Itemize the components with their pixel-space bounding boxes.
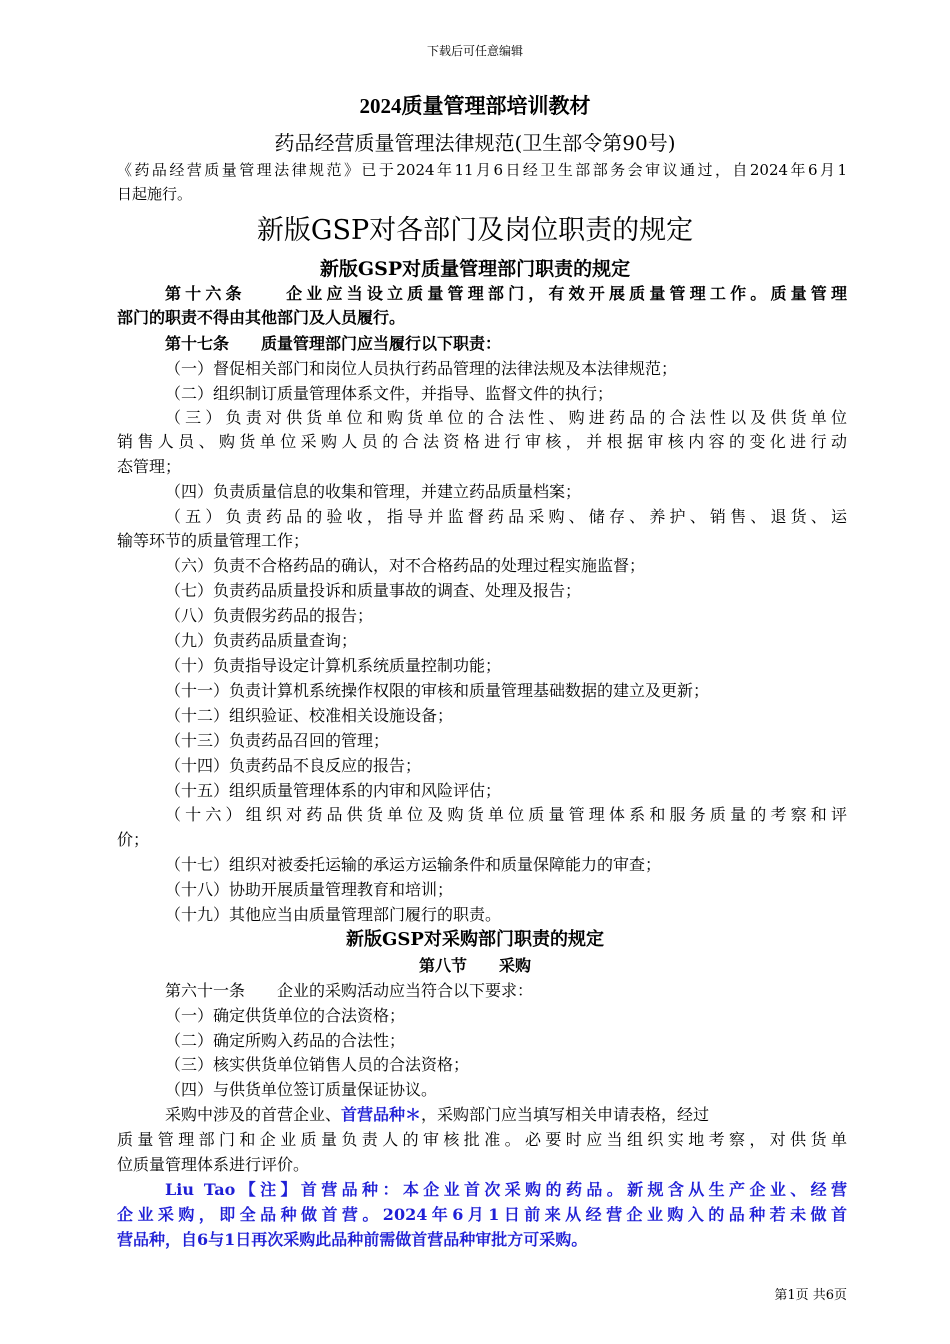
note-line-2: 企业采购，即全品种做首营。2024年6月1日前来从经营企业购入的品种若未做首 bbox=[117, 1205, 847, 1224]
first-variety-post: ，采购部门应当填写相关申请表格，经过 bbox=[421, 1105, 710, 1124]
duty-line: （五）负责药品的验收，指导并监督药品采购、储存、养护、销售、退货、运 bbox=[165, 507, 847, 526]
duty-line: （十二）组织验证、校准相关设施设备； bbox=[165, 706, 454, 725]
intro-line-2: 日起施行。 bbox=[117, 185, 193, 203]
first-variety-pre: 采购中涉及的首营企业、 bbox=[165, 1105, 342, 1124]
article-16-line-2: 部门的职责不得由其他部门及人员履行。 bbox=[117, 308, 406, 327]
article-16-line-1: 第十六条 企业应当设立质量管理部门，有效开展质量管理工作。质量管理 bbox=[165, 284, 847, 303]
first-variety-line-1 bbox=[165, 1103, 847, 1127]
duty-line: （二）组织制订质量管理体系文件，并指导、监督文件的执行； bbox=[165, 384, 614, 403]
article-61: 第六十一条 企业的采购活动应当符合以下要求： bbox=[165, 981, 534, 1000]
duty-line: （十四）负责药品不良反应的报告； bbox=[165, 756, 422, 775]
qa-heading: 新版GSP对质量管理部门职责的规定 bbox=[319, 258, 631, 280]
first-variety-line-3: 位质量管理体系进行评价。 bbox=[117, 1155, 310, 1174]
purchase-item: （四）与供货单位签订质量保证协议。 bbox=[165, 1080, 438, 1099]
duty-line: （四）负责质量信息的收集和管理，并建立药品质量档案； bbox=[165, 482, 582, 501]
duty-line: 输等环节的质量管理工作； bbox=[117, 531, 310, 550]
duty-line: 价； bbox=[117, 830, 150, 849]
subtitle: 药品经营质量管理法律规范(卫生部令第90号) bbox=[274, 131, 676, 155]
duty-line: （十七）组织对被委托运输的承运方运输条件和质量保障能力的审查； bbox=[165, 855, 662, 874]
duty-line: 态管理； bbox=[117, 457, 182, 476]
duty-line: （九）负责药品质量查询； bbox=[165, 631, 358, 650]
duty-line: （十三）负责药品召回的管理； bbox=[165, 731, 390, 750]
duty-line: （三）负责对供货单位和购货单位的合法性、购进药品的合法性以及供货单位 bbox=[165, 408, 847, 427]
document-title: 2024质量管理部培训教材 bbox=[359, 94, 591, 118]
duty-line: （十）负责指导设定计算机系统质量控制功能； bbox=[165, 656, 502, 675]
section-8-heading: 第八节 采购 bbox=[418, 956, 531, 975]
purchase-item: （三）核实供货单位销售人员的合法资格； bbox=[165, 1055, 470, 1074]
purchase-item: （二）确定所购入药品的合法性； bbox=[165, 1031, 406, 1050]
duty-line: （十六）组织对药品供货单位及购货单位质量管理体系和服务质量的考察和评 bbox=[165, 805, 847, 824]
duty-line: （十九）其他应当由质量管理部门履行的职责。 bbox=[165, 905, 502, 924]
duty-line: （六）负责不合格药品的确认，对不合格药品的处理过程实施监督； bbox=[165, 556, 646, 575]
duty-line: 销售人员、购货单位采购人员的合法资格进行审核，并根据审核内容的变化进行动 bbox=[117, 432, 847, 451]
page-footer: 第1页 共6页 bbox=[774, 1288, 847, 1303]
article-17: 第十七条 质量管理部门应当履行以下职责： bbox=[165, 334, 502, 353]
note-line-3: 营品种，自6与1日再次采购此品种前需做首营品种审批方可采购。 bbox=[117, 1230, 588, 1249]
duty-line: （七）负责药品质量投诉和质量事故的调查、处理及报告； bbox=[165, 581, 582, 600]
intro-line-1: 《药品经营质量管理法律规范》已于2024年11月6日经卫生部部务会审议通过，自2024年6月1 bbox=[117, 161, 847, 179]
section-heading: 新版GSP对各部门及岗位职责的规定 bbox=[256, 215, 694, 246]
duty-line: （八）负责假劣药品的报告； bbox=[165, 606, 374, 625]
duty-line: （十一）负责计算机系统操作权限的审核和质量管理基础数据的建立及更新； bbox=[165, 681, 710, 700]
first-variety-highlight: 首营品种＊ bbox=[341, 1105, 422, 1124]
purchase-item: （一）确定供货单位的合法资格； bbox=[165, 1006, 406, 1025]
first-variety-line-2: 质量管理部门和企业质量负责人的审核批准。必要时应当组织实地考察，对供货单 bbox=[117, 1130, 847, 1149]
duty-line: （十八）协助开展质量管理教育和培训； bbox=[165, 880, 454, 899]
duty-line: （一）督促相关部门和岗位人员执行药品管理的法律法规及本法律规范； bbox=[165, 359, 678, 378]
purchase-heading: 新版GSP对采购部门职责的规定 bbox=[346, 929, 604, 950]
note-line-1: Liu Tao【注】首营品种：本企业首次采购的药品。新规含从生产企业、经营 bbox=[165, 1180, 847, 1199]
header-note: 下载后可任意编辑 bbox=[426, 44, 523, 58]
duty-line: （十五）组织质量管理体系的内审和风险评估； bbox=[165, 781, 502, 800]
